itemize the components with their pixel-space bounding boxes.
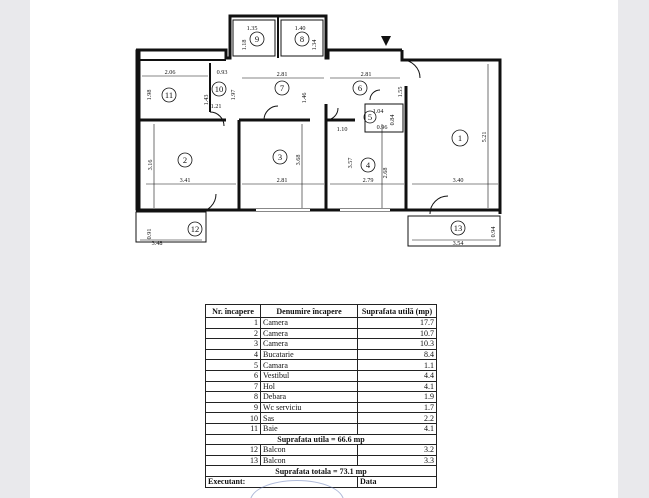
date-label: Data bbox=[358, 476, 437, 487]
table-row bbox=[206, 360, 437, 371]
table-row bbox=[206, 381, 437, 392]
table-row bbox=[206, 318, 437, 329]
cell-area: 10.3 bbox=[358, 339, 437, 350]
room-label: 9 bbox=[254, 34, 260, 44]
room-label: 13 bbox=[453, 223, 463, 233]
cell-name: Sas bbox=[261, 413, 358, 424]
dimension-label: 1.21 bbox=[210, 103, 222, 110]
table-row bbox=[206, 392, 437, 403]
useful-total: Suprafata utila = 66.6 mp bbox=[206, 434, 437, 445]
document-page bbox=[30, 0, 618, 498]
executant-label: Executant: bbox=[206, 476, 358, 487]
cell-name: Baie bbox=[261, 423, 358, 434]
cell-nr: 5 bbox=[206, 360, 261, 371]
dimension-label: 1.10 bbox=[336, 126, 348, 133]
cell-nr: 13 bbox=[206, 455, 261, 466]
entrance-arrow-icon bbox=[381, 36, 391, 46]
cell-nr: 9 bbox=[206, 402, 261, 413]
dimension-label: 2.81 bbox=[276, 177, 288, 184]
cell-name: Wc serviciu bbox=[261, 402, 358, 413]
table-row bbox=[206, 413, 437, 424]
room-label: 4 bbox=[365, 160, 371, 170]
dimension-label: 1.40 bbox=[294, 25, 306, 32]
cell-area: 4.1 bbox=[358, 423, 437, 434]
cell-nr: 12 bbox=[206, 445, 261, 456]
room-label: 1 bbox=[457, 133, 463, 143]
wall bbox=[136, 50, 140, 210]
dimension-label: 3.54 bbox=[452, 240, 464, 247]
cell-area: 3.2 bbox=[358, 445, 437, 456]
table-row bbox=[206, 370, 437, 381]
cell-name: Camara bbox=[261, 360, 358, 371]
dimension-label: 2.79 bbox=[362, 177, 374, 184]
cell-nr: 11 bbox=[206, 423, 261, 434]
dimension-label: 0.94 bbox=[490, 226, 497, 238]
cell-name: Camera bbox=[261, 328, 358, 339]
dimension-label: 1.35 bbox=[246, 25, 258, 32]
cell-nr: 6 bbox=[206, 370, 261, 381]
room-area-table bbox=[205, 304, 437, 488]
table-header-row bbox=[206, 305, 437, 318]
cell-nr: 1 bbox=[206, 318, 261, 329]
dimension-label: 1.46 bbox=[301, 92, 308, 104]
room-label: 5 bbox=[367, 112, 373, 122]
cell-area: 1.1 bbox=[358, 360, 437, 371]
cell-name: Balcon bbox=[261, 445, 358, 456]
floor-plan bbox=[30, 0, 618, 300]
door-arc bbox=[402, 60, 420, 78]
cell-area: 1.9 bbox=[358, 392, 437, 403]
table-row bbox=[206, 328, 437, 339]
cell-area: 1.7 bbox=[358, 402, 437, 413]
cell-name: Camera bbox=[261, 339, 358, 350]
room-label: 8 bbox=[299, 34, 305, 44]
cell-nr: 3 bbox=[206, 339, 261, 350]
cell-name: Camera bbox=[261, 318, 358, 329]
dimension-label: 1.43 bbox=[203, 94, 210, 106]
cell-nr: 10 bbox=[206, 413, 261, 424]
header-nr: Nr. încapere bbox=[206, 305, 261, 318]
dimension-label: 0.93 bbox=[216, 69, 228, 76]
dimension-label: 1.34 bbox=[311, 39, 318, 51]
door-arc bbox=[264, 106, 278, 120]
dimension-label: 1.97 bbox=[230, 89, 237, 101]
cell-nr: 7 bbox=[206, 381, 261, 392]
table-row bbox=[206, 402, 437, 413]
dimension-label: 1.04 bbox=[372, 108, 384, 115]
cell-name: Vestibul bbox=[261, 370, 358, 381]
useful-total-row bbox=[206, 434, 437, 445]
cell-area: 10.7 bbox=[358, 328, 437, 339]
cell-name: Balcon bbox=[261, 455, 358, 466]
cell-nr: 4 bbox=[206, 349, 261, 360]
room-label: 6 bbox=[357, 83, 363, 93]
header-area: Suprafata utilă (mp) bbox=[358, 305, 437, 318]
wall bbox=[136, 16, 402, 58]
cell-name: Hol bbox=[261, 381, 358, 392]
dimension-label: 0.84 bbox=[389, 114, 396, 126]
dimension-label: 5.21 bbox=[481, 131, 488, 143]
dimension-label: 2.81 bbox=[360, 71, 372, 78]
table-row bbox=[206, 339, 437, 350]
header-name: Denumire încapere bbox=[261, 305, 358, 318]
cell-area: 3.3 bbox=[358, 455, 437, 466]
cell-area: 17.7 bbox=[358, 318, 437, 329]
table-row bbox=[206, 349, 437, 360]
dimension-label: 3.40 bbox=[452, 177, 464, 184]
room-label: 12 bbox=[190, 224, 200, 234]
room-label: 3 bbox=[277, 152, 283, 162]
dimension-label: 3.68 bbox=[295, 154, 302, 166]
dimension-label: 3.16 bbox=[147, 159, 154, 171]
door-arc bbox=[370, 90, 380, 100]
dimension-label: 2.06 bbox=[164, 69, 176, 76]
room-label: 10 bbox=[214, 84, 224, 94]
cell-nr: 8 bbox=[206, 392, 261, 403]
room-label: 11 bbox=[164, 90, 174, 100]
dimension-label: 3.57 bbox=[347, 157, 354, 169]
table-row bbox=[206, 455, 437, 466]
dimension-label: 1.55 bbox=[397, 86, 404, 98]
room-label: 2 bbox=[182, 155, 188, 165]
dimension-label: 0.96 bbox=[376, 124, 388, 131]
dimension-label: 2.68 bbox=[382, 167, 389, 179]
cell-area: 4.1 bbox=[358, 381, 437, 392]
cell-name: Debara bbox=[261, 392, 358, 403]
dimension-label: 3.48 bbox=[151, 240, 163, 247]
grand-total-row bbox=[206, 466, 437, 477]
dimension-label: 0.91 bbox=[146, 228, 153, 240]
grand-total: Suprafata totala = 73.1 mp bbox=[206, 466, 437, 477]
table-row bbox=[206, 423, 437, 434]
dimension-label: 1.18 bbox=[241, 39, 248, 51]
cell-nr: 2 bbox=[206, 328, 261, 339]
table-row bbox=[206, 445, 437, 456]
door-arc bbox=[326, 108, 338, 120]
cell-area: 4.4 bbox=[358, 370, 437, 381]
dimension-label: 3.41 bbox=[179, 177, 191, 184]
dimension-label: 1.98 bbox=[146, 89, 153, 101]
dimension-label: 2.81 bbox=[276, 71, 288, 78]
room-label: 7 bbox=[279, 83, 285, 93]
cell-name: Bucatarie bbox=[261, 349, 358, 360]
cell-area: 2.2 bbox=[358, 413, 437, 424]
cell-area: 8.4 bbox=[358, 349, 437, 360]
